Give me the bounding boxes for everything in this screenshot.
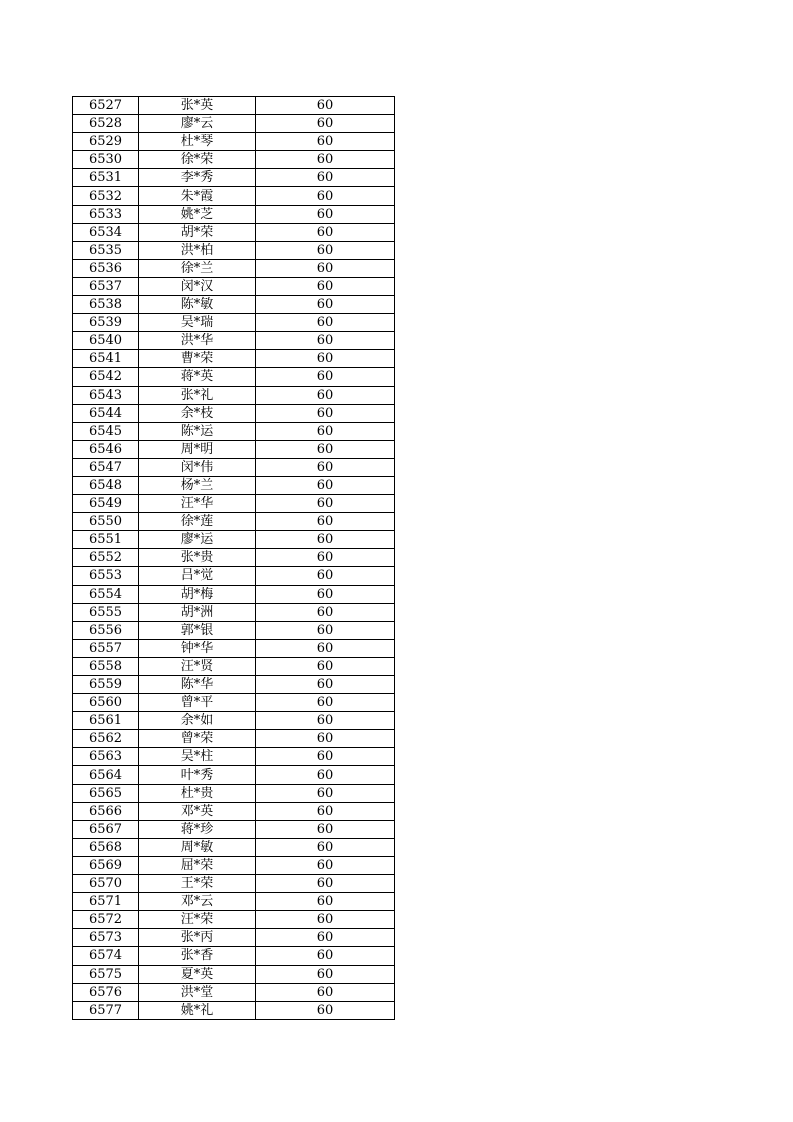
- amount-cell: 60: [256, 277, 395, 295]
- amount-cell: 60: [256, 115, 395, 133]
- table-row: [73, 115, 395, 133]
- id-cell: 6551: [73, 531, 139, 549]
- amount-cell: 60: [256, 440, 395, 458]
- id-cell: 6556: [73, 621, 139, 639]
- id-cell: 6545: [73, 422, 139, 440]
- amount-cell: 60: [256, 947, 395, 965]
- table-row: [73, 386, 395, 404]
- name-cell: 朱*霞: [139, 187, 256, 205]
- amount-cell: 60: [256, 965, 395, 983]
- id-cell: 6565: [73, 784, 139, 802]
- name-cell: 汪*荣: [139, 911, 256, 929]
- id-cell: 6531: [73, 169, 139, 187]
- amount-cell: 60: [256, 820, 395, 838]
- name-cell: 郭*银: [139, 621, 256, 639]
- name-cell: 张*英: [139, 97, 256, 115]
- amount-cell: 60: [256, 567, 395, 585]
- table-row: [73, 458, 395, 476]
- name-cell: 余*枝: [139, 404, 256, 422]
- id-cell: 6571: [73, 893, 139, 911]
- table-row: [73, 495, 395, 513]
- table-row: [73, 296, 395, 314]
- table-row: [73, 368, 395, 386]
- table-row: [73, 531, 395, 549]
- name-cell: 廖*云: [139, 115, 256, 133]
- name-cell: 余*如: [139, 712, 256, 730]
- id-cell: 6530: [73, 151, 139, 169]
- id-cell: 6561: [73, 712, 139, 730]
- name-cell: 吴*柱: [139, 748, 256, 766]
- id-cell: 6557: [73, 639, 139, 657]
- table-row: [73, 567, 395, 585]
- amount-cell: 60: [256, 97, 395, 115]
- table-row: [73, 259, 395, 277]
- name-cell: 蒋*英: [139, 368, 256, 386]
- table-row: [73, 440, 395, 458]
- amount-cell: 60: [256, 549, 395, 567]
- table-row: [73, 875, 395, 893]
- amount-cell: 60: [256, 766, 395, 784]
- name-cell: 钟*华: [139, 639, 256, 657]
- amount-cell: 60: [256, 676, 395, 694]
- amount-cell: 60: [256, 205, 395, 223]
- amount-cell: 60: [256, 856, 395, 874]
- id-cell: 6552: [73, 549, 139, 567]
- table-row: [73, 513, 395, 531]
- id-cell: 6555: [73, 603, 139, 621]
- name-cell: 胡*洲: [139, 603, 256, 621]
- id-cell: 6570: [73, 875, 139, 893]
- table-row: [73, 603, 395, 621]
- name-cell: 吕*觉: [139, 567, 256, 585]
- name-cell: 屈*荣: [139, 856, 256, 874]
- id-cell: 6562: [73, 730, 139, 748]
- name-cell: 汪*贤: [139, 657, 256, 675]
- id-cell: 6569: [73, 856, 139, 874]
- amount-cell: 60: [256, 169, 395, 187]
- table-row: [73, 476, 395, 494]
- amount-cell: 60: [256, 712, 395, 730]
- id-cell: 6550: [73, 513, 139, 531]
- name-cell: 闵*汉: [139, 277, 256, 295]
- table-row: [73, 314, 395, 332]
- id-cell: 6527: [73, 97, 139, 115]
- amount-cell: 60: [256, 983, 395, 1001]
- amount-cell: 60: [256, 296, 395, 314]
- id-cell: 6554: [73, 585, 139, 603]
- name-cell: 洪*堂: [139, 983, 256, 1001]
- amount-cell: 60: [256, 350, 395, 368]
- amount-cell: 60: [256, 730, 395, 748]
- table-row: [73, 621, 395, 639]
- table-row: [73, 676, 395, 694]
- name-cell: 李*秀: [139, 169, 256, 187]
- name-cell: 胡*梅: [139, 585, 256, 603]
- id-cell: 6567: [73, 820, 139, 838]
- name-cell: 洪*柏: [139, 241, 256, 259]
- table-row: [73, 748, 395, 766]
- table-row: [73, 332, 395, 350]
- id-cell: 6528: [73, 115, 139, 133]
- name-cell: 张*礼: [139, 386, 256, 404]
- id-cell: 6560: [73, 694, 139, 712]
- id-cell: 6547: [73, 458, 139, 476]
- id-cell: 6558: [73, 657, 139, 675]
- amount-cell: 60: [256, 911, 395, 929]
- name-cell: 曾*平: [139, 694, 256, 712]
- id-cell: 6529: [73, 133, 139, 151]
- amount-cell: 60: [256, 531, 395, 549]
- name-cell: 曾*荣: [139, 730, 256, 748]
- table-row: [73, 404, 395, 422]
- name-cell: 张*贵: [139, 549, 256, 567]
- table-row: [73, 929, 395, 947]
- name-cell: 张*香: [139, 947, 256, 965]
- name-cell: 徐*荣: [139, 151, 256, 169]
- name-cell: 陈*敏: [139, 296, 256, 314]
- table-row: [73, 205, 395, 223]
- id-cell: 6577: [73, 1001, 139, 1019]
- table-row: [73, 893, 395, 911]
- id-cell: 6573: [73, 929, 139, 947]
- table-row: [73, 712, 395, 730]
- name-cell: 夏*英: [139, 965, 256, 983]
- table-row: [73, 802, 395, 820]
- amount-cell: 60: [256, 694, 395, 712]
- name-cell: 周*敏: [139, 838, 256, 856]
- id-cell: 6534: [73, 223, 139, 241]
- table-row: [73, 422, 395, 440]
- id-cell: 6542: [73, 368, 139, 386]
- table-row: [73, 639, 395, 657]
- id-cell: 6535: [73, 241, 139, 259]
- table-row: [73, 657, 395, 675]
- table-row: [73, 241, 395, 259]
- table-row: [73, 1001, 395, 1019]
- name-cell: 曹*荣: [139, 350, 256, 368]
- table-row: [73, 585, 395, 603]
- table-row: [73, 983, 395, 1001]
- name-cell: 杜*琴: [139, 133, 256, 151]
- table-row: [73, 133, 395, 151]
- id-cell: 6576: [73, 983, 139, 1001]
- id-cell: 6538: [73, 296, 139, 314]
- table-row: [73, 187, 395, 205]
- amount-cell: 60: [256, 476, 395, 494]
- table-row: [73, 694, 395, 712]
- name-cell: 姚*芝: [139, 205, 256, 223]
- name-cell: 徐*兰: [139, 259, 256, 277]
- amount-cell: 60: [256, 422, 395, 440]
- amount-cell: 60: [256, 893, 395, 911]
- data-table: [72, 96, 395, 1020]
- id-cell: 6566: [73, 802, 139, 820]
- name-cell: 周*明: [139, 440, 256, 458]
- amount-cell: 60: [256, 223, 395, 241]
- id-cell: 6546: [73, 440, 139, 458]
- id-cell: 6548: [73, 476, 139, 494]
- table-row: [73, 784, 395, 802]
- amount-cell: 60: [256, 314, 395, 332]
- name-cell: 廖*运: [139, 531, 256, 549]
- id-cell: 6539: [73, 314, 139, 332]
- id-cell: 6540: [73, 332, 139, 350]
- id-cell: 6541: [73, 350, 139, 368]
- table-row: [73, 549, 395, 567]
- amount-cell: 60: [256, 151, 395, 169]
- amount-cell: 60: [256, 513, 395, 531]
- amount-cell: 60: [256, 802, 395, 820]
- amount-cell: 60: [256, 368, 395, 386]
- amount-cell: 60: [256, 585, 395, 603]
- id-cell: 6553: [73, 567, 139, 585]
- id-cell: 6537: [73, 277, 139, 295]
- table-row: [73, 838, 395, 856]
- name-cell: 胡*荣: [139, 223, 256, 241]
- amount-cell: 60: [256, 875, 395, 893]
- name-cell: 徐*莲: [139, 513, 256, 531]
- amount-cell: 60: [256, 133, 395, 151]
- table-row: [73, 169, 395, 187]
- name-cell: 闵*伟: [139, 458, 256, 476]
- amount-cell: 60: [256, 404, 395, 422]
- amount-cell: 60: [256, 621, 395, 639]
- name-cell: 陈*运: [139, 422, 256, 440]
- id-cell: 6574: [73, 947, 139, 965]
- name-cell: 蒋*珍: [139, 820, 256, 838]
- amount-cell: 60: [256, 748, 395, 766]
- amount-cell: 60: [256, 259, 395, 277]
- id-cell: 6568: [73, 838, 139, 856]
- name-cell: 邓*云: [139, 893, 256, 911]
- name-cell: 叶*秀: [139, 766, 256, 784]
- id-cell: 6536: [73, 259, 139, 277]
- id-cell: 6544: [73, 404, 139, 422]
- id-cell: 6533: [73, 205, 139, 223]
- amount-cell: 60: [256, 784, 395, 802]
- amount-cell: 60: [256, 657, 395, 675]
- name-cell: 姚*礼: [139, 1001, 256, 1019]
- id-cell: 6575: [73, 965, 139, 983]
- table-row: [73, 856, 395, 874]
- amount-cell: 60: [256, 1001, 395, 1019]
- id-cell: 6549: [73, 495, 139, 513]
- table-row: [73, 350, 395, 368]
- table-row: [73, 730, 395, 748]
- amount-cell: 60: [256, 603, 395, 621]
- table-row: [73, 911, 395, 929]
- amount-cell: 60: [256, 458, 395, 476]
- amount-cell: 60: [256, 495, 395, 513]
- table-row: [73, 965, 395, 983]
- amount-cell: 60: [256, 386, 395, 404]
- name-cell: 张*丙: [139, 929, 256, 947]
- id-cell: 6543: [73, 386, 139, 404]
- table-row: [73, 277, 395, 295]
- table-body: [73, 97, 395, 1020]
- id-cell: 6564: [73, 766, 139, 784]
- name-cell: 邓*英: [139, 802, 256, 820]
- id-cell: 6532: [73, 187, 139, 205]
- amount-cell: 60: [256, 838, 395, 856]
- name-cell: 汪*华: [139, 495, 256, 513]
- name-cell: 王*荣: [139, 875, 256, 893]
- amount-cell: 60: [256, 332, 395, 350]
- name-cell: 吴*瑞: [139, 314, 256, 332]
- table-row: [73, 223, 395, 241]
- table-row: [73, 820, 395, 838]
- name-cell: 陈*华: [139, 676, 256, 694]
- name-cell: 洪*华: [139, 332, 256, 350]
- table-row: [73, 766, 395, 784]
- amount-cell: 60: [256, 639, 395, 657]
- name-cell: 杨*兰: [139, 476, 256, 494]
- table-row: [73, 97, 395, 115]
- id-cell: 6572: [73, 911, 139, 929]
- id-cell: 6559: [73, 676, 139, 694]
- name-cell: 杜*贵: [139, 784, 256, 802]
- amount-cell: 60: [256, 187, 395, 205]
- amount-cell: 60: [256, 929, 395, 947]
- amount-cell: 60: [256, 241, 395, 259]
- table-row: [73, 947, 395, 965]
- id-cell: 6563: [73, 748, 139, 766]
- table-row: [73, 151, 395, 169]
